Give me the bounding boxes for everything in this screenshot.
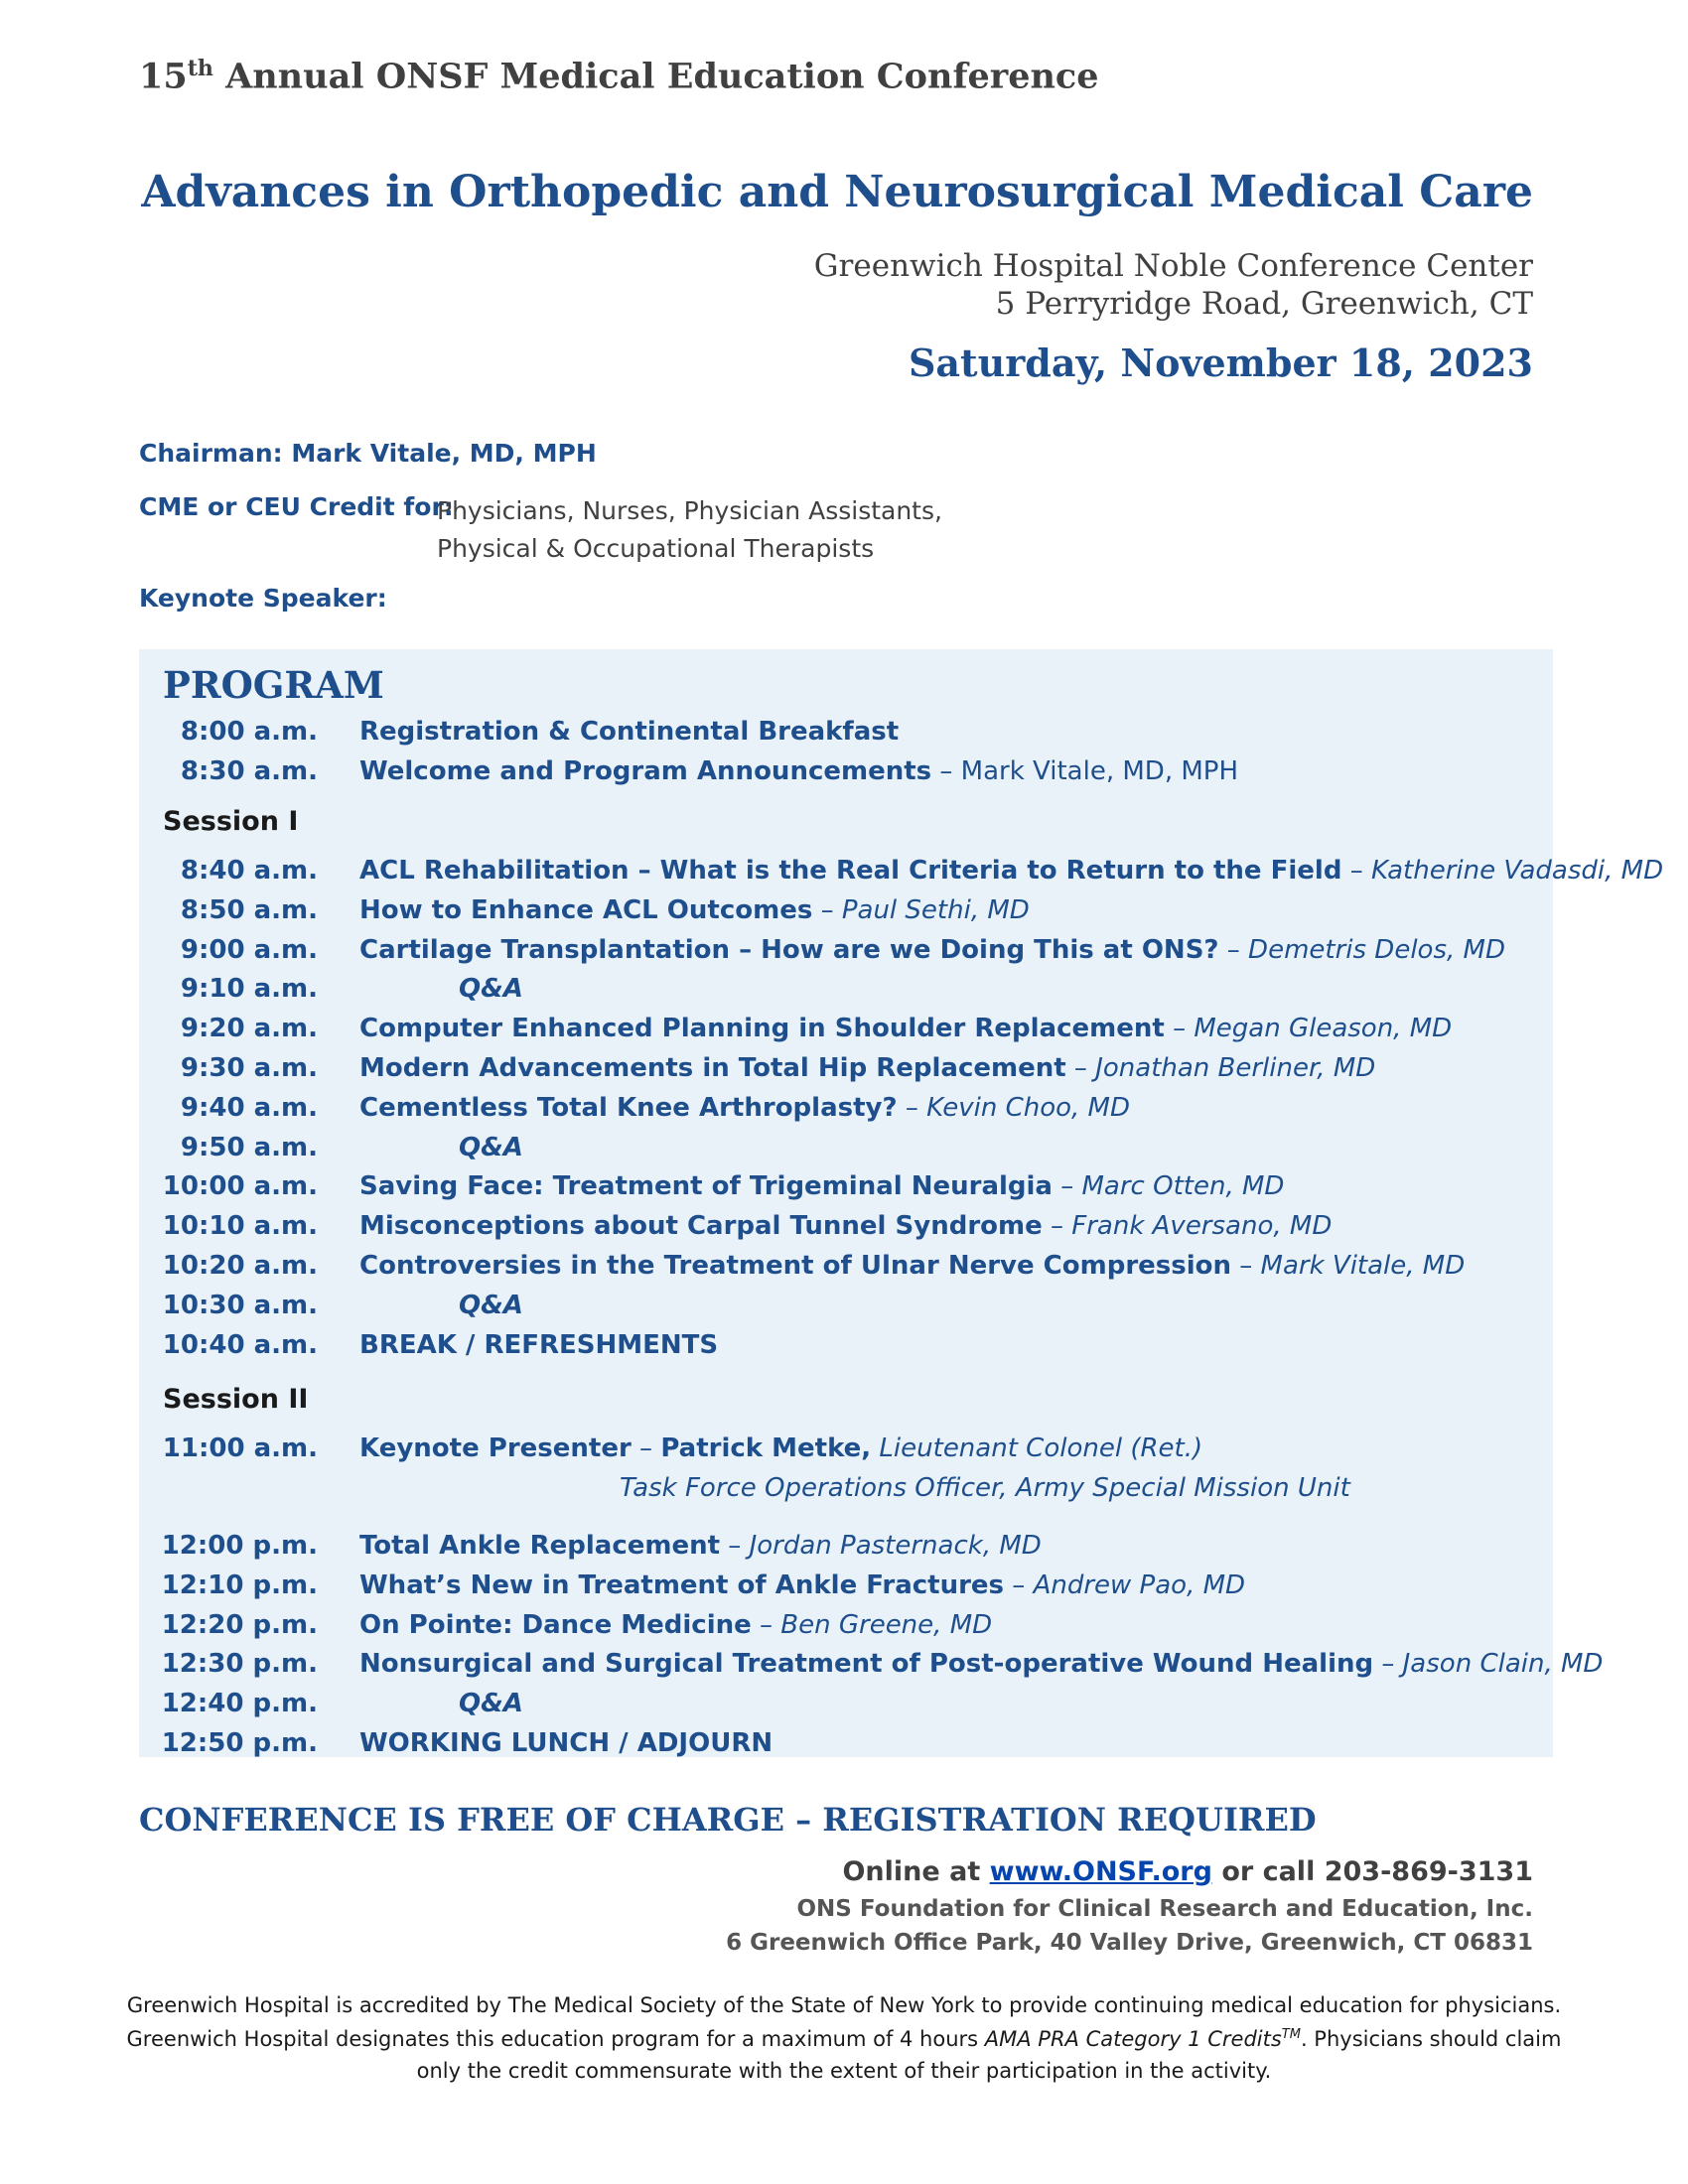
chairman-value: Mark Vitale, MD, MPH — [291, 439, 597, 468]
separator: – — [720, 1531, 750, 1561]
speaker-name: Andrew Pao, MD — [1033, 1570, 1246, 1600]
conference-edition-title — [139, 56, 1099, 97]
session-title — [359, 1171, 1284, 1201]
speaker-name: Frank Aversano, MD — [1071, 1211, 1333, 1242]
cme-line-2: Physical & Occupational Therapists — [437, 534, 875, 563]
session-time: 10:00 a.m. — [162, 1171, 318, 1202]
separator: – — [751, 1609, 781, 1640]
session-title-text: Modern Advancements in Total Hip Replacement — [359, 1053, 1066, 1083]
session-title — [459, 1291, 523, 1320]
cme-value — [437, 492, 942, 568]
edition-number: 15 — [139, 56, 188, 97]
speaker-name: Mark Vitale, MD — [1260, 1251, 1466, 1281]
trademark-mark: TM — [1281, 2027, 1301, 2042]
separator: – — [1231, 1251, 1261, 1281]
keynote-speaker-label: Keynote Speaker: — [139, 584, 387, 613]
organization-address: 6 Greenwich Office Park, 40 Valley Drive, Greenwich, CT 06831 — [726, 1930, 1533, 1956]
session-title — [359, 1251, 1465, 1281]
session-title — [359, 935, 1505, 965]
venue-address: 5 Perryridge Road, Greenwich, CT — [995, 286, 1533, 322]
session-time: 12:40 p.m. — [161, 1689, 318, 1719]
speaker-name: Marc Otten, MD — [1081, 1171, 1285, 1202]
website-link[interactable]: www.ONSF.org — [989, 1856, 1212, 1887]
separator: – — [1042, 1211, 1072, 1242]
session-1-label: Session I — [163, 806, 299, 837]
organization-name: ONS Foundation for Clinical Research and Education, Inc. — [796, 1896, 1533, 1922]
session-title-text: Q&A — [459, 974, 523, 1005]
separator: – — [1004, 1570, 1034, 1600]
session-title-text: Saving Face: Treatment of Trigeminal Neuralgia — [359, 1171, 1053, 1202]
session-title-text: Computer Enhanced Planning in Shoulder Replacement — [359, 1014, 1165, 1044]
session-title — [359, 1211, 1332, 1241]
credit-category: AMA PRA Category 1 Credits — [984, 2027, 1282, 2051]
session-time: 8:50 a.m. — [180, 894, 318, 925]
session-time: 10:30 a.m. — [162, 1290, 318, 1320]
main-title: Advances in Orthopedic and Neurosurgical Medical Care — [141, 167, 1533, 217]
separator: – — [812, 894, 842, 925]
separator: – — [631, 1433, 661, 1463]
speaker-name: Paul Sethi, MD — [841, 894, 1030, 925]
session-title — [459, 1689, 523, 1718]
session-title-text: Q&A — [459, 1290, 523, 1320]
edition-suffix: th — [187, 56, 213, 81]
session-time: 10:10 a.m. — [162, 1211, 318, 1242]
speaker-name: Katherine Vadasdi, MD — [1370, 856, 1664, 886]
session-title-text: Total Ankle Replacement — [359, 1531, 721, 1561]
session-title — [359, 1728, 773, 1758]
speaker-name: Jason Clain, MD — [1402, 1649, 1604, 1680]
session-title-text: Cementless Total Knee Arthroplasty? — [359, 1092, 898, 1123]
session-title-text: Nonsurgical and Surgical Treatment of Post-operative Wound Healing — [359, 1649, 1374, 1680]
session-title-text: Registration & Continental Breakfast — [359, 717, 900, 747]
speaker-name: Jordan Pasternack, MD — [749, 1531, 1042, 1561]
keynote-rank: Lieutenant Colonel (Ret.) — [871, 1433, 1203, 1463]
speaker-name: Kevin Choo, MD — [926, 1092, 1130, 1123]
session-title-text: ACL Rehabilitation – What is the Real Criteria to Return to the Field — [359, 856, 1342, 886]
session-title-text: Misconceptions about Carpal Tunnel Syndrome — [359, 1211, 1043, 1242]
session-time: 12:50 p.m. — [161, 1728, 318, 1758]
event-date: Saturday, November 18, 2023 — [908, 341, 1533, 385]
session-title — [359, 1330, 718, 1360]
session-title-text: How to Enhance ACL Outcomes — [359, 894, 813, 925]
session-time: 9:00 a.m. — [180, 934, 318, 965]
session-title-text: What’s New in Treatment of Ankle Fractures — [359, 1570, 1005, 1600]
session-title-text: Welcome and Program Announcements — [359, 756, 932, 786]
separator: – — [1052, 1171, 1082, 1202]
credit-designation — [0, 2027, 1688, 2051]
session-title-text: Q&A — [459, 1132, 523, 1162]
online-prefix: Online at — [842, 1856, 990, 1887]
keynote-title — [359, 1433, 1202, 1463]
keynote-title-text: Keynote Presenter — [359, 1433, 632, 1463]
session-time: 12:10 p.m. — [161, 1570, 318, 1600]
speaker-name: Jonathan Berliner, MD — [1095, 1053, 1376, 1083]
separator: – — [1341, 856, 1371, 886]
separator: – — [897, 1092, 927, 1123]
cme-line-1: Physicians, Nurses, Physician Assistants, — [437, 496, 942, 525]
session-time: 8:00 a.m. — [180, 717, 318, 747]
session-title — [359, 895, 1030, 925]
session-time: 12:20 p.m. — [161, 1609, 318, 1640]
speaker-name: Megan Gleason, MD — [1194, 1014, 1453, 1044]
free-registration-banner: CONFERENCE IS FREE OF CHARGE – REGISTRATION REQUIRED — [139, 1801, 1317, 1839]
cme-label: CME or CEU Credit for: — [139, 492, 454, 521]
session-title — [459, 1133, 523, 1162]
session-title — [359, 1649, 1603, 1679]
session-time: 8:40 a.m. — [180, 856, 318, 886]
venue-name: Greenwich Hospital Noble Conference Center — [813, 248, 1533, 284]
credit-prefix: Greenwich Hospital designates this education program for a maximum of 4 hours — [126, 2027, 985, 2051]
session-time: 10:20 a.m. — [162, 1251, 318, 1281]
session-title — [459, 974, 523, 1004]
session-title — [359, 1570, 1245, 1600]
session-title — [359, 1014, 1452, 1043]
session-time: 9:30 a.m. — [180, 1053, 318, 1083]
session-title — [359, 1531, 1042, 1561]
program-heading: PROGRAM — [163, 663, 384, 707]
session-title — [359, 856, 1663, 886]
session-time: 12:30 p.m. — [161, 1649, 318, 1680]
keynote-presenter-name: Patrick Metke, — [660, 1433, 872, 1463]
session-title-text: Q&A — [459, 1689, 523, 1719]
separator: – — [1218, 934, 1249, 965]
call-text: or call 203-869-3131 — [1211, 1856, 1533, 1887]
session-title — [359, 756, 1238, 786]
speaker-name: Ben Greene, MD — [780, 1609, 993, 1640]
separator: – — [1164, 1014, 1195, 1044]
session-time: 12:00 p.m. — [161, 1531, 318, 1561]
session-title-text: Cartilage Transplantation – How are we Doing This at ONS? — [359, 934, 1219, 965]
session-title — [359, 1093, 1130, 1123]
session-title-text: BREAK / REFRESHMENTS — [359, 1329, 719, 1360]
chairman-label: Chairman: — [139, 439, 283, 468]
speaker-name: Demetris Delos, MD — [1248, 934, 1505, 965]
separator: – — [1065, 1053, 1096, 1083]
conference-name: Annual ONSF Medical Education Conference — [212, 56, 1099, 97]
credit-suffix: . Physicians should claim — [1300, 2027, 1562, 2051]
separator: – — [1373, 1649, 1403, 1680]
session-title-text: On Pointe: Dance Medicine — [359, 1609, 752, 1640]
credit-claim-note: only the credit commensurate with the extent of their participation in the activity. — [416, 2059, 1272, 2083]
separator: – — [931, 756, 961, 786]
session-title-text: WORKING LUNCH / ADJOURN — [359, 1728, 774, 1758]
session-time: 9:20 a.m. — [180, 1014, 318, 1044]
session-2-label: Session II — [163, 1384, 309, 1415]
session-time: 10:40 a.m. — [162, 1329, 318, 1360]
contact-online — [842, 1856, 1533, 1887]
session-time: 9:40 a.m. — [180, 1092, 318, 1123]
accreditation-statement: Greenwich Hospital is accredited by The Medical Society of the State of New York to provide continuing medical education for physicians. — [126, 1993, 1562, 2017]
session-title — [359, 1053, 1375, 1083]
program-panel — [139, 649, 1664, 1758]
session-title-text: Controversies in the Treatment of Ulnar Nerve Compression — [359, 1251, 1232, 1281]
session-time: 9:10 a.m. — [180, 974, 318, 1005]
keynote-role: Task Force Operations Officer, Army Special Mission Unit — [620, 1473, 1350, 1503]
session-title — [359, 1610, 992, 1640]
session-time: 9:50 a.m. — [180, 1132, 318, 1162]
chairman-row — [139, 439, 597, 468]
speaker-name: Mark Vitale, MD, MPH — [960, 756, 1239, 786]
session-time: 8:30 a.m. — [180, 756, 318, 786]
session-title — [359, 717, 899, 747]
session-time: 11:00 a.m. — [162, 1433, 318, 1463]
